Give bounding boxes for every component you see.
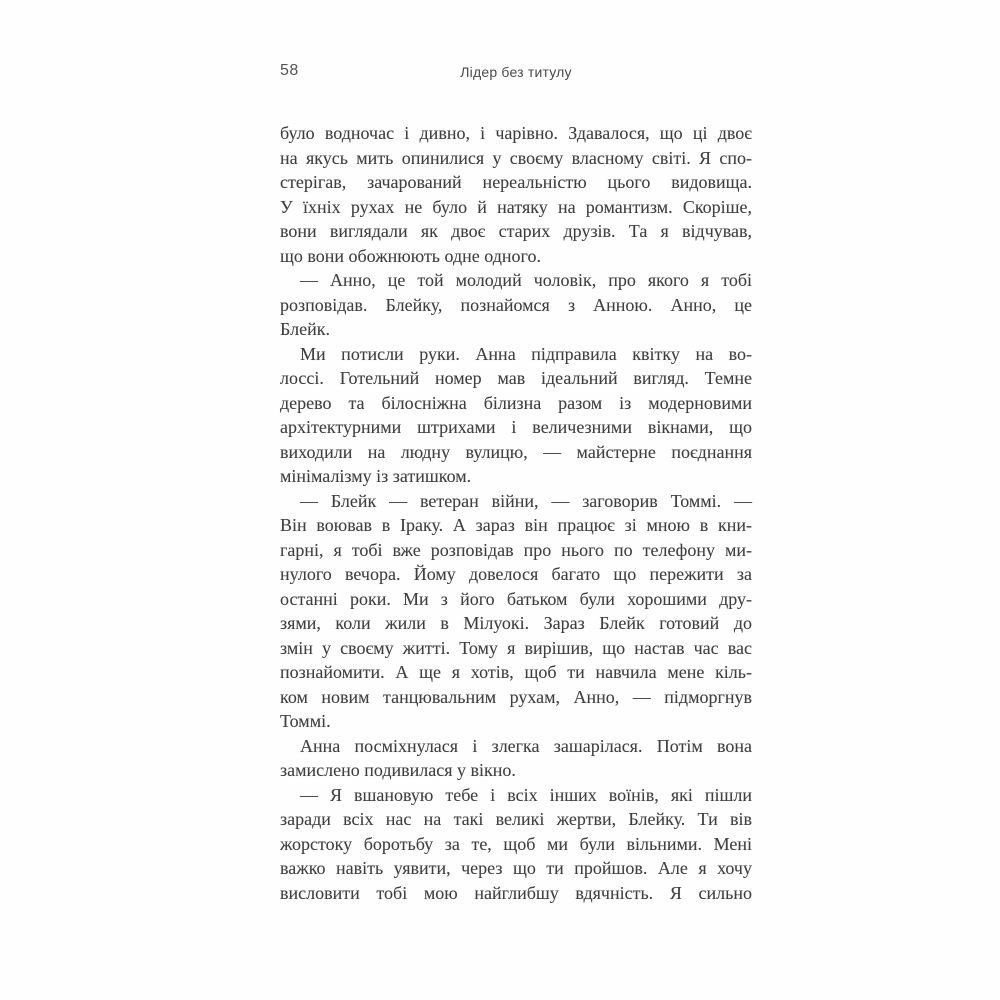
text-line: виходили на людну вулицю, — майстерне поєднання [280, 441, 752, 462]
text-line: жорстоку боротьбу за те, щоб ми були вільними. Мені [280, 833, 752, 854]
text-line: розповідав. Блейку, познайомся з Анною. Анно, це [280, 294, 752, 315]
text-line: дерево та білосніжна білизна разом із модерновими [280, 392, 752, 413]
text-line: Блейк. [280, 319, 330, 339]
text-line: лоссі. Готельний номер мав ідеальний вигляд. Темне [280, 368, 752, 388]
page-number: 58 [280, 62, 299, 79]
text-line: гарні, я тобі вже розповідав про нього по телефону ми- [280, 539, 752, 560]
text-line: У їхніх рухах не було й натяку на романтизм. Скоріше, [280, 196, 752, 217]
text-line: Ми потисли руки. Анна підправила квітку на во- [300, 343, 752, 364]
text-line: стерігав, зачарований нереальністю цього видовища. [280, 172, 752, 192]
text-line: змін у своєму житті. Тому я вирішив, що настав час вас [280, 637, 752, 658]
page-body [280, 121, 752, 905]
text-line: познайомити. А ще я хотів, щоб ти навчила мене кіль- [280, 662, 752, 682]
text-line: вони виглядали як двоє старих друзів. Та я відчував, [280, 221, 752, 241]
text-line: нулого вечора. Йому довелося багато що пережити за [280, 564, 752, 584]
text-line: мінімалізму із затишком. [280, 466, 472, 486]
text-line: — Блейк — ветеран війни, — заговорив Томмі. — [300, 490, 752, 511]
text-line: Він воював в Іраку. А зараз він працює зі мною в кни- [280, 515, 752, 535]
text-line: на якусь мить опинилися у своєму власному світі. Я спо- [280, 147, 752, 168]
text-line: Томмі. [280, 711, 331, 731]
text-line: останні роки. Ми з його батьком були хорошими дру- [280, 588, 752, 609]
text-line: ком новим танцювальним рухам, Анно, — підморгнув [280, 686, 752, 707]
text-line: Анна посміхнулася і злегка зашарілася. Потім вона [300, 735, 752, 756]
running-header-title: Лідер без титулу [460, 64, 572, 80]
text-line: висловити тобі мою найглибшу вдячність. Я сильно [280, 882, 752, 903]
text-line: важко навіть уявити, через що ти пройшов. Але я хочу [280, 858, 752, 878]
text-line: — Анно, це той молодий чоловік, про якого я тобі [300, 270, 752, 290]
text-line: — Я вшановую тебе і всіх інших воїнів, які пішли [300, 784, 752, 805]
text-line: було водночас і дивно, і чарівно. Здавалося, що ці двоє [280, 123, 752, 143]
text-line: замислено подивилася у вікно. [280, 760, 516, 780]
text-line: архітектурними штрихами і величезними вікнами, що [280, 417, 752, 437]
text-line: заради всіх нас на такі великі жертви, Блейку. Ти вів [280, 809, 752, 829]
text-line: що вони обожнюють одне одного. [280, 245, 541, 266]
text-line: зями, коли жили в Мілуокі. Зараз Блейк готовий до [280, 613, 752, 633]
page-header [280, 62, 752, 84]
